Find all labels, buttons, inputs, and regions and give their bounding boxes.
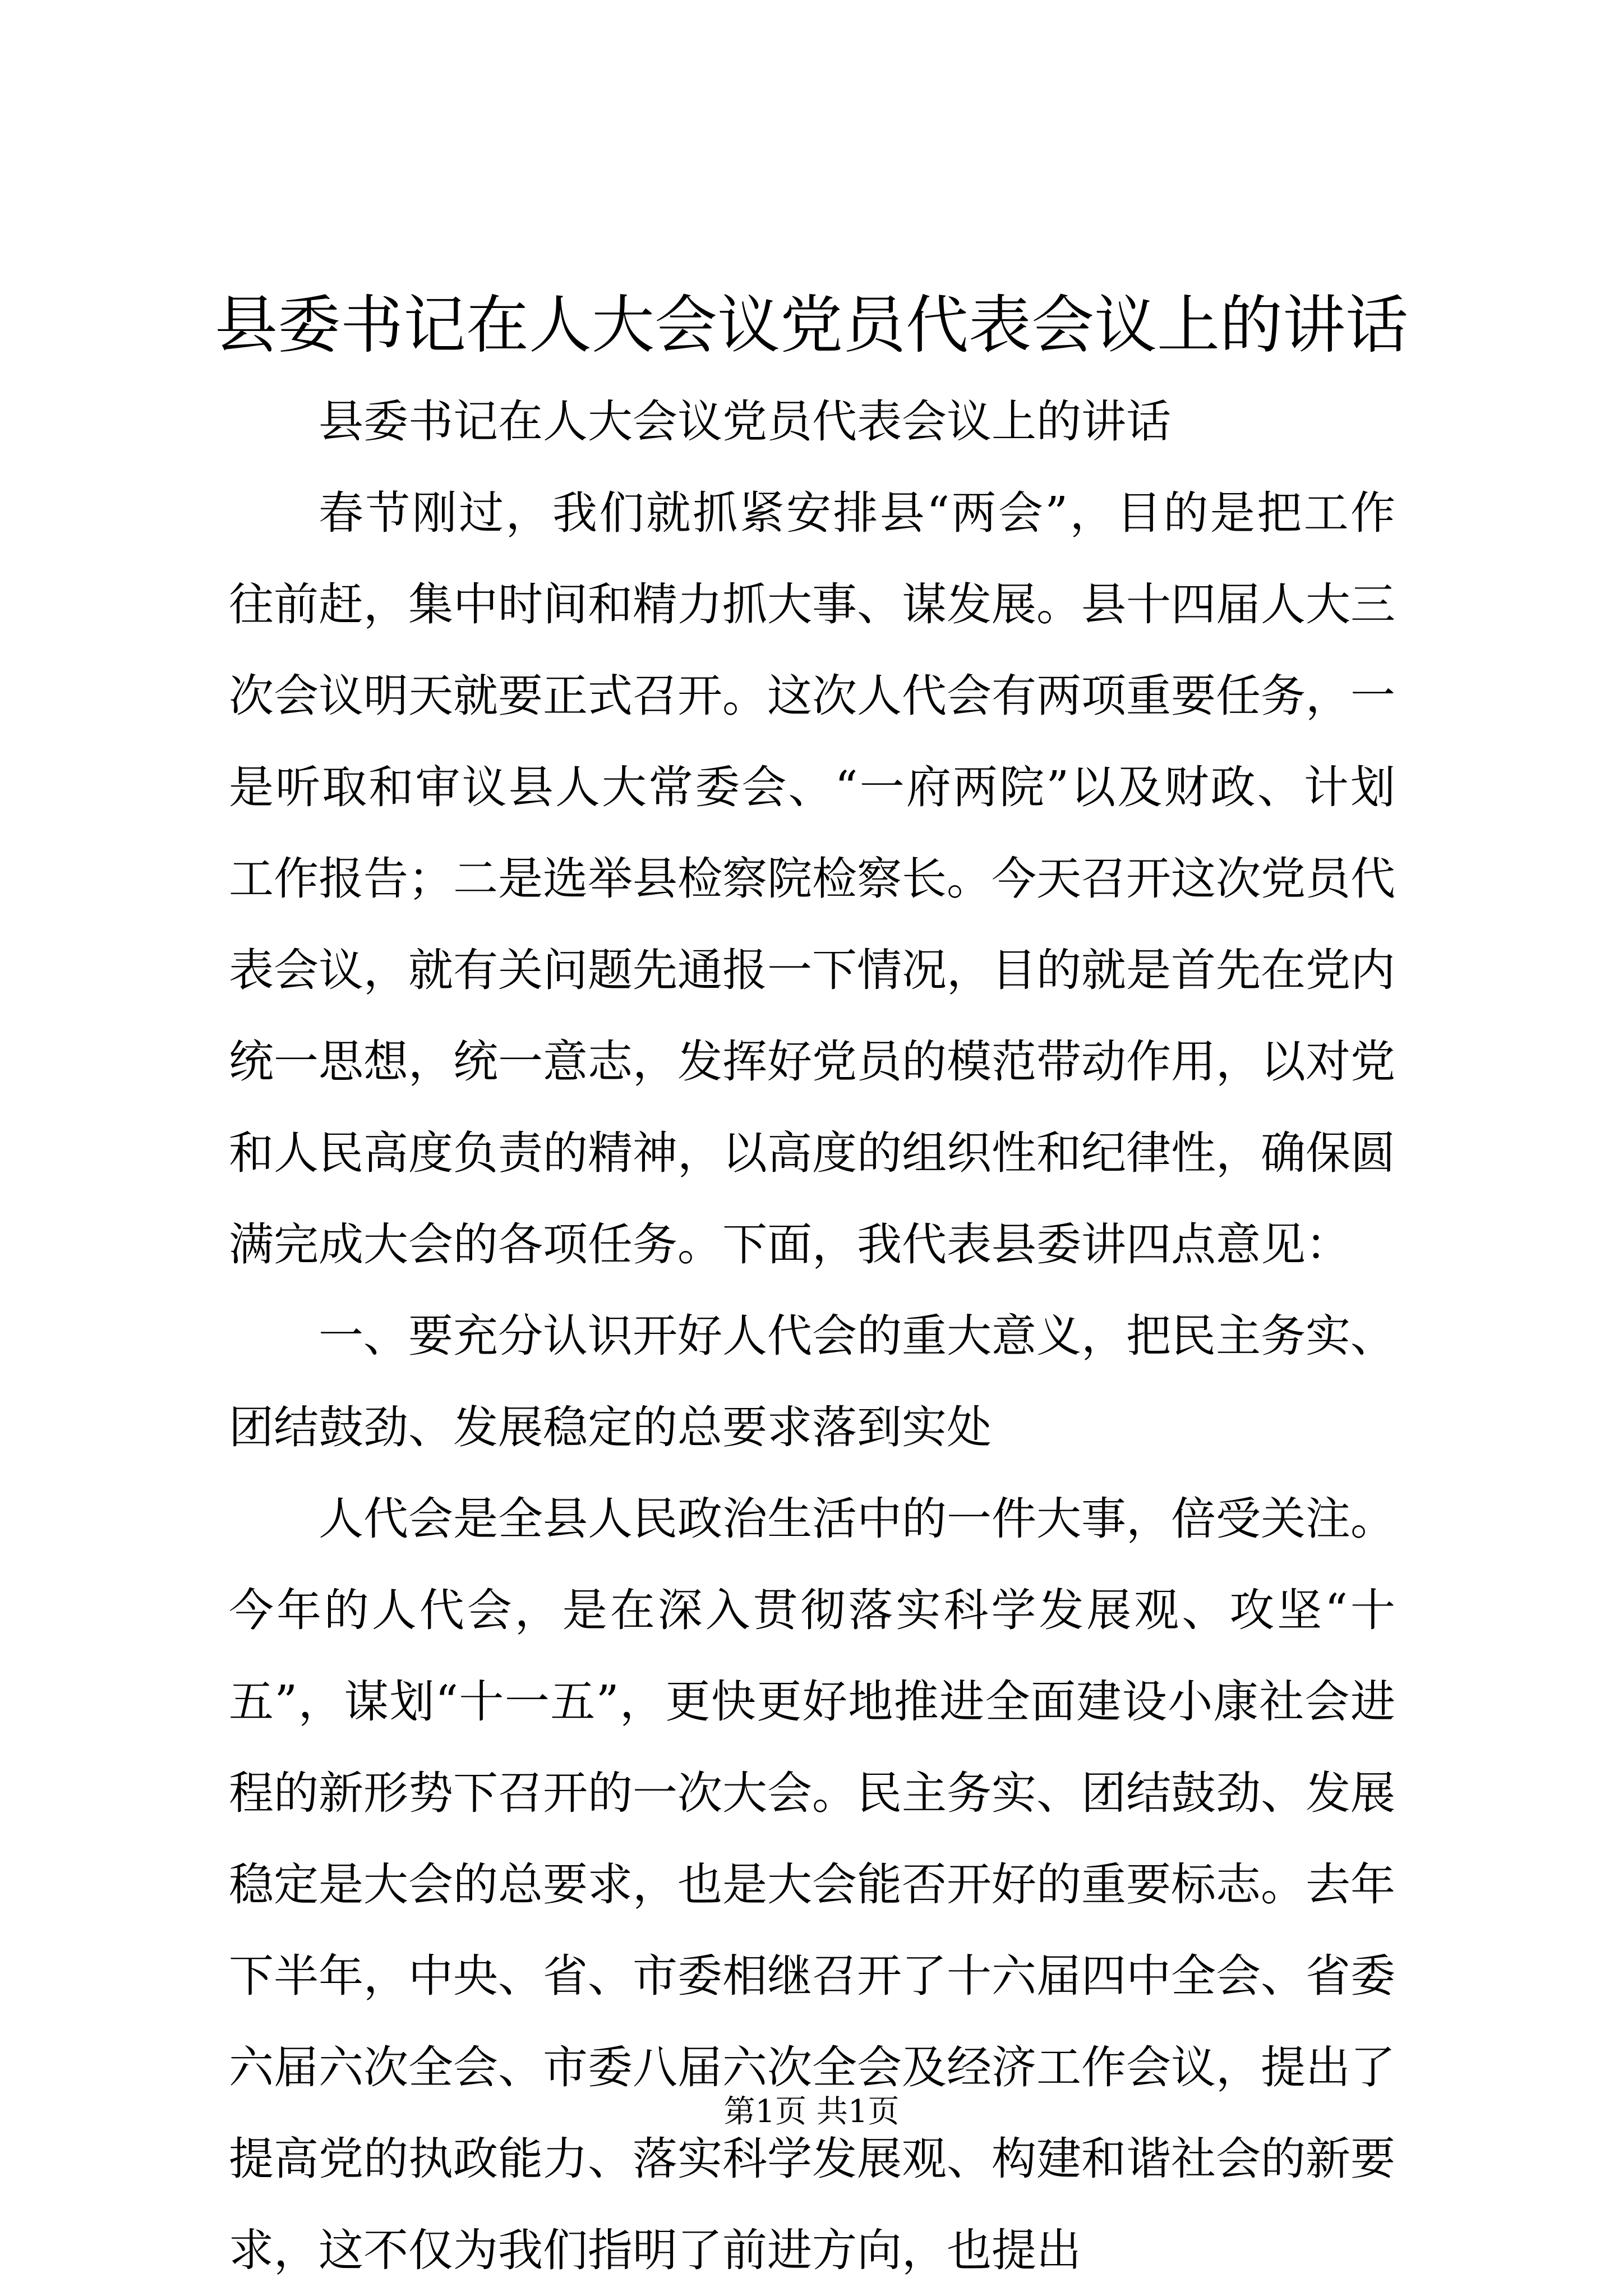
- paragraph-intro: 春节刚过，我们就抓紧安排县“两会”，目的是把工作往前赶，集中时间和精力抓大事、谋发展。县十四届人大三次会议明天就要正式召开。这次人代会有两项重要任务，一是听取和审议县人大常委会、“一府两院”以及财政、计划工作报告；二是选举县检察院检察长。今天召开这次党员代表会议，就有关问题先通报一下情况，目的就是首先在党内统一思想，统一意志，发挥好党员的模范带动作用，以对党和人民高度负责的精神，以高度的组织性和纪律性，确保圆满完成大会的各项任务。下面，我代表县委讲四点意见：: [229, 487, 1395, 1271]
- paragraph-section-heading: 一、要充分认识开好人代会的重大意义，把民主务实、团结鼓劲、发展稳定的总要求落到实处: [229, 1310, 1395, 1453]
- document-body: [229, 376, 1395, 2296]
- paragraph-section-body: 人代会是全县人民政治生活中的一件大事，倍受关注。今年的人代会，是在深入贯彻落实科学发展观、攻坚“十五”，谋划“十一五”，更快更好地推进全面建设小康社会进程的新形势下召开的一次大会。民主务实、团结鼓劲、发展稳定是大会的总要求，也是大会能否开好的重要标志。去年下半年，中央、省、市委相继召开了十六届四中全会、省委六届六次全会、市委八届六次全会及经济工作会议，提出了提高党的执政能力、落实科学发展观、构建和谐社会的新要求，这不仅为我们指明了前进方向，也提出: [229, 1493, 1395, 2276]
- document-title: 县委书记在人大会议党员代表会议上的讲话: [215, 289, 1408, 362]
- page-number-footer: 第1页 共1页: [723, 2093, 900, 2130]
- paragraph-subtitle: 县委书记在人大会议党员代表会议上的讲话: [319, 395, 1171, 448]
